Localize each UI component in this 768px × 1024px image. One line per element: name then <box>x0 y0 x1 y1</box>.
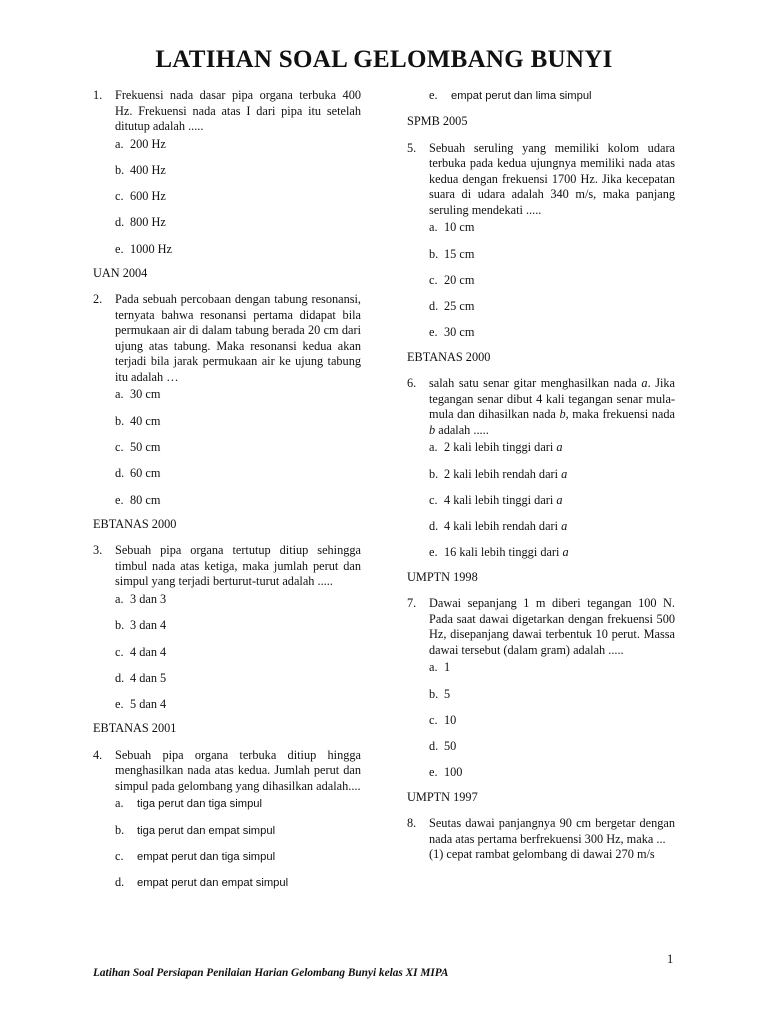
option-b: b. 2 kali lebih rendah dari a <box>429 466 568 481</box>
option-b: b. tiga perut dan empat simpul <box>115 822 276 837</box>
question-6 <box>407 376 675 571</box>
option-e: e. 30 cm <box>429 325 475 340</box>
question-text: Dawai sepanjang 1 m diberi tegangan 100 N. Pada saat dawai digetarkan dengan frekuensi 500 Hz, disepanjang dawai terbentuk 10 perut. Massa dawai tersebut (dalam gram) adalah ..... <box>429 596 675 657</box>
option-b: b. 3 dan 4 <box>115 618 167 633</box>
option-d: d. 60 cm <box>115 466 161 481</box>
question-text: Sebuah pipa organa terbuka ditiup hingga menghasilkan nada atas kedua. Jumlah perut dan simpul pada gelombang yang dihasilkan adalah.... <box>115 747 361 793</box>
options-list <box>429 660 675 791</box>
left-column <box>93 88 361 902</box>
option-d: d. empat perut dan empat simpul <box>115 875 289 890</box>
question-5 <box>407 141 675 352</box>
question-2 <box>93 292 361 518</box>
option-c: c. 50 cm <box>115 440 161 455</box>
option-e: e. 80 cm <box>115 492 161 507</box>
question-1 <box>93 88 361 268</box>
question-text: Seutas dawai panjangnya 90 cm bergetar dengan nada atas pertama berfrekuensi 300 Hz, maka ... <box>429 816 675 846</box>
source-label: UMPTN 1997 <box>407 789 478 804</box>
question-text: Sebuah pipa organa tertutup ditiup sehingga timbul nada atas ketiga, maka jumlah perut dan simpul yang terjadi berturut-turut adalah ..... <box>115 543 361 589</box>
options-list <box>115 137 361 268</box>
option-c: c. 600 Hz <box>115 189 166 204</box>
option-d: d. 800 Hz <box>115 215 166 230</box>
option-c: c. 10 <box>429 712 457 727</box>
variable-b: b <box>429 422 436 437</box>
option-c: c. 4 kali lebih tinggi dari a <box>429 492 563 507</box>
option-c: c. 4 dan 4 <box>115 644 167 659</box>
source-label: UMPTN 1998 <box>407 569 478 584</box>
option-c: c. 20 cm <box>429 272 475 287</box>
option-a: a. 1 <box>429 660 451 675</box>
question-8 <box>407 816 675 863</box>
source-label: EBTANAS 2001 <box>93 721 177 736</box>
options-list <box>115 592 361 723</box>
right-column <box>407 88 675 863</box>
option-b: b. 400 Hz <box>115 162 166 177</box>
option-e: e. 5 dan 4 <box>115 697 167 712</box>
option-d: d. 25 cm <box>429 299 475 314</box>
option-c: c. empat perut dan tiga simpul <box>115 849 276 864</box>
option-e: e. empat perut dan lima simpul <box>429 88 592 102</box>
page-footer: Latihan Soal Persiapan Penilaian Harian Gelombang Bunyi kelas XI MIPA <box>93 967 449 979</box>
option-d: d. 50 <box>429 739 457 754</box>
options-list <box>429 440 675 571</box>
question-number: 8. <box>407 816 417 831</box>
question-7 <box>407 596 675 791</box>
option-b: b. 5 <box>429 686 451 701</box>
source-label: SPMB 2005 <box>407 114 468 129</box>
option-e: e. 16 kali lebih tinggi dari a <box>429 545 569 560</box>
variable-a: a <box>641 376 648 391</box>
option-e: e. 100 <box>429 765 463 780</box>
option-e: e. 1000 Hz <box>115 241 173 256</box>
option-d: d. 4 kali lebih rendah dari a <box>429 519 568 534</box>
options-list <box>115 796 361 901</box>
question-number: 4. <box>93 747 103 762</box>
options-list <box>115 387 361 518</box>
page-number: 1 <box>667 952 674 966</box>
question-number: 5. <box>407 140 417 155</box>
option-a: a. 10 cm <box>429 220 475 235</box>
option-b: b. 40 cm <box>115 413 161 428</box>
option-a: a. 30 cm <box>115 387 161 402</box>
options-list-continued <box>429 88 675 114</box>
option-a: a. 200 Hz <box>115 136 166 151</box>
option-a: a. 3 dan 3 <box>115 591 167 606</box>
question-text: Frekuensi nada dasar pipa organa terbuka 400 Hz. Frekuensi nada atas I dari pipa itu setelah ditutup adalah ..... <box>115 88 361 133</box>
option-b: b. 15 cm <box>429 246 475 261</box>
question-number: 2. <box>93 292 103 307</box>
question-text: Sebuah seruling yang memiliki kolom udara terbuka pada kedua ujungnya memiliki nada atas kedua dengan frekuensi 1700 Hz. Jika kecepatan suara di udara adalah 340 m/s, maka panjang seruling mendekati ..... <box>429 140 675 217</box>
source-label: EBTANAS 2000 <box>407 349 491 364</box>
variable-b: b <box>559 407 566 422</box>
question-number: 7. <box>407 596 417 611</box>
page-title: LATIHAN SOAL GELOMBANG BUNYI <box>155 46 613 73</box>
question-text: salah satu senar gitar menghasilkan nada a. Jika tegangan senar dibut 4 kali tegangan senar mula-mula dan dihasilkan nada b, maka frekuensi nada b adalah ..... <box>429 376 675 437</box>
question-3 <box>93 543 361 723</box>
statement-1: (1) cepat rambat gelombang di dawai 270 m/s <box>429 847 655 862</box>
question-text: Pada sebuah percobaan dengan tabung resonansi, ternyata bahwa resonansi pertama didapat bila permukaan air di dalam tabung berada 20 cm dari ujung atas tabung. Maka resonansi kedua akan terjadi bila jarak permukaan air ke ujung tabung itu adalah … <box>115 292 361 384</box>
question-4 <box>93 748 361 902</box>
option-a: a. 2 kali lebih tinggi dari a <box>429 440 563 455</box>
option-d: d. 4 dan 5 <box>115 670 167 685</box>
question-number: 1. <box>93 88 103 102</box>
source-label: EBTANAS 2000 <box>93 516 177 531</box>
source-label: UAN 2004 <box>93 265 148 280</box>
options-list <box>429 220 675 351</box>
question-number: 3. <box>93 543 103 558</box>
option-a: a. tiga perut dan tiga simpul <box>115 796 263 811</box>
question-number: 6. <box>407 376 417 391</box>
